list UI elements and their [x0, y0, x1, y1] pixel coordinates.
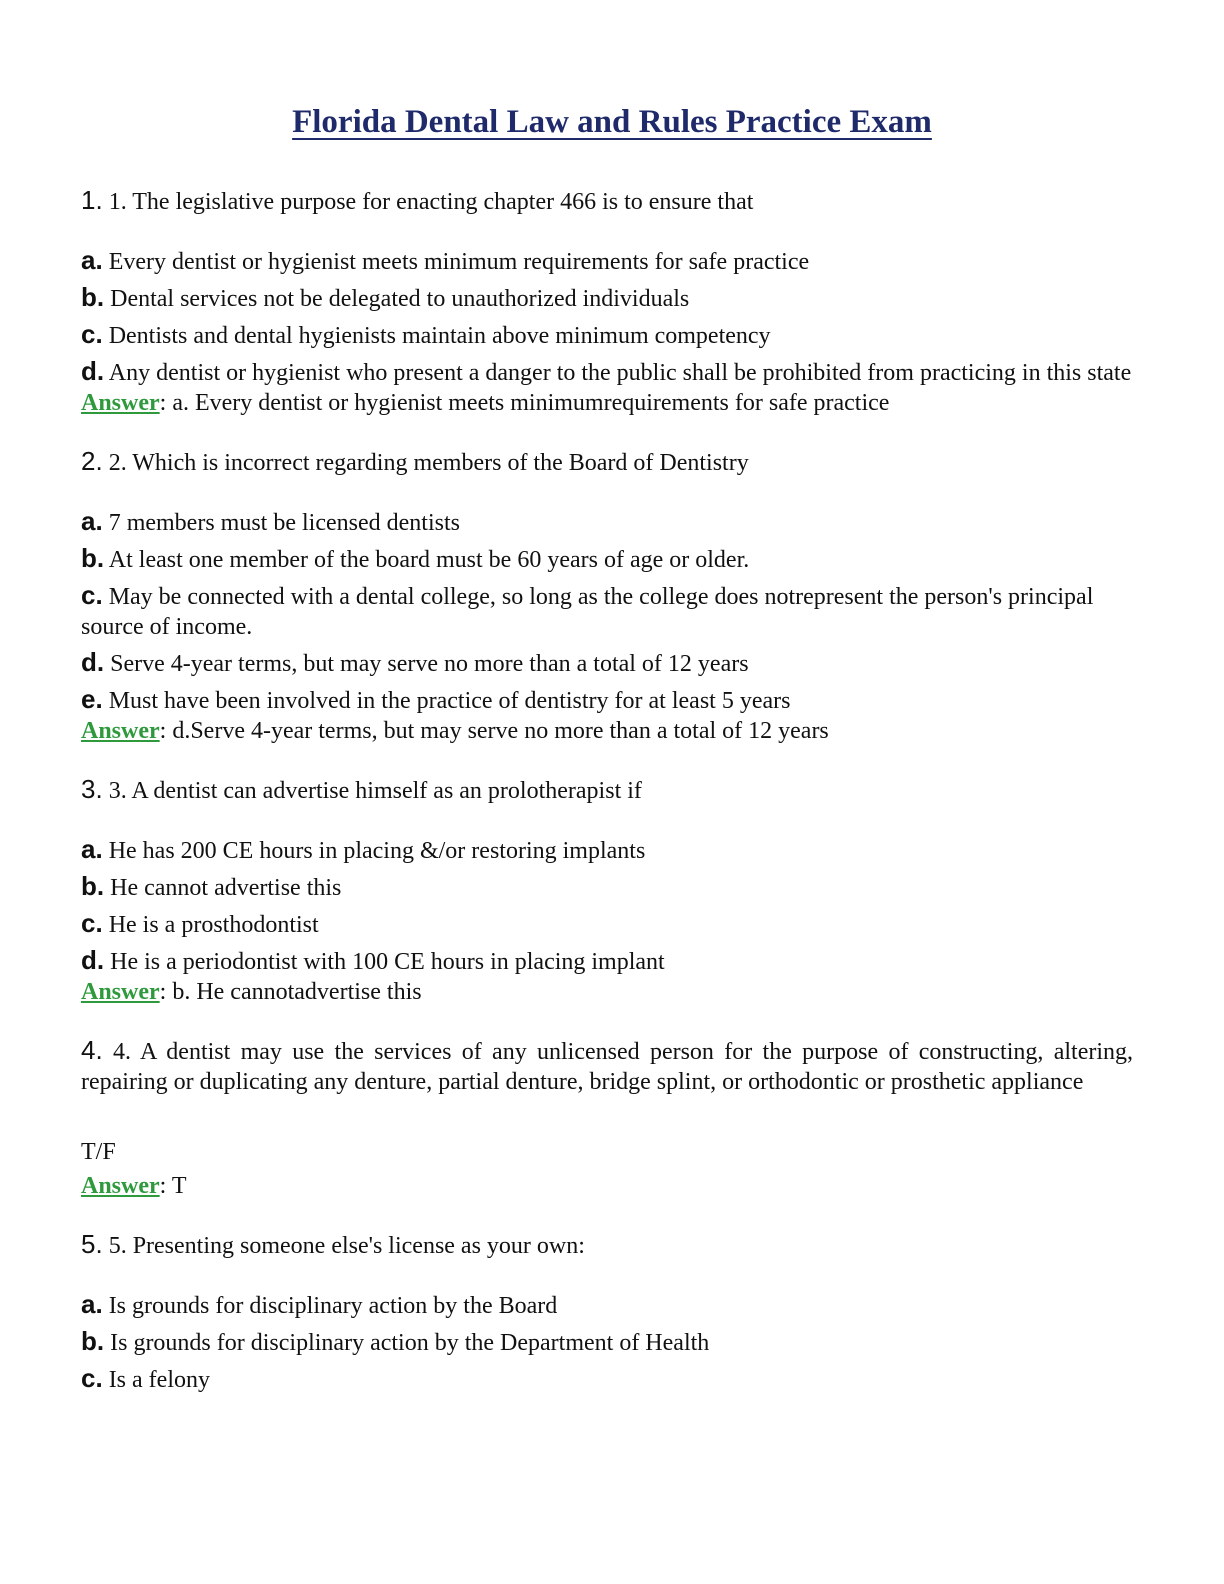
option-c: [81, 1363, 1133, 1395]
question-3: [81, 774, 1133, 1007]
option-text: He has 200 CE hours in placing &/or restoring implants: [102, 838, 646, 864]
option-d: [81, 647, 1133, 679]
option-b: [81, 871, 1133, 903]
option-text: Every dentist or hygienist meets minimum requirements for safe practice: [102, 249, 810, 275]
question-number: 4.: [81, 1035, 103, 1065]
option-letter: a.: [81, 1289, 103, 1319]
question-number: 3.: [81, 774, 103, 804]
option-letter: c.: [81, 908, 103, 938]
question-text: 1. The legislative purpose for enacting chapter 466 is to ensure that: [102, 189, 754, 215]
option-c: [81, 908, 1133, 940]
answer-line: [81, 716, 1133, 746]
question-text: 2. Which is incorrect regarding members of the Board of Dentistry: [102, 450, 749, 476]
option-a: [81, 506, 1133, 538]
option-letter: a.: [81, 245, 103, 275]
answer-text: : d.Serve 4-year terms, but may serve no more than a total of 12 years: [159, 718, 829, 744]
answer-text: : a. Every dentist or hygienist meets minimumrequirements for safe practice: [159, 390, 890, 416]
option-text: Is a felony: [102, 1367, 210, 1393]
option-d: [81, 945, 1133, 977]
option-letter: a.: [81, 506, 103, 536]
option-text: Is grounds for disciplinary action by the Board: [102, 1293, 558, 1319]
option-c: [81, 580, 1133, 642]
question-4: [81, 1035, 1133, 1201]
answer-line: [81, 977, 1133, 1007]
question-number: 1.: [81, 185, 103, 215]
option-text: He cannot advertise this: [104, 875, 342, 901]
option-d: [81, 356, 1133, 388]
option-text: Any dentist or hygienist who present a danger to the public shall be prohibited from practicing in this state: [104, 360, 1132, 386]
option-letter: b.: [81, 871, 105, 901]
question-stem: [81, 774, 1133, 806]
answer-line: [81, 1171, 1133, 1201]
option-letter: d.: [81, 945, 105, 975]
question-2: [81, 446, 1133, 746]
question-text: 5. Presenting someone else's license as your own:: [102, 1233, 585, 1259]
option-letter: b.: [81, 543, 105, 573]
option-b: [81, 1326, 1133, 1358]
option-letter: c.: [81, 1363, 103, 1393]
question-stem: [81, 1229, 1133, 1261]
question-stem: [81, 446, 1133, 478]
option-b: [81, 543, 1133, 575]
option-letter: d.: [81, 647, 105, 677]
option-letter: b.: [81, 282, 105, 312]
option-text: Dental services not be delegated to unauthorized individuals: [104, 286, 690, 312]
question-number: 2.: [81, 446, 103, 476]
answer-text: : b. He cannotadvertise this: [159, 979, 422, 1005]
answer-line: [81, 388, 1133, 418]
option-c: [81, 319, 1133, 351]
question-text: 3. A dentist can advertise himself as an prolotherapist if: [102, 778, 642, 804]
exam-content: [81, 185, 1133, 1423]
answer-text: : T: [159, 1173, 187, 1199]
option-letter: c.: [81, 319, 103, 349]
question-1: [81, 185, 1133, 418]
option-letter: b.: [81, 1326, 105, 1356]
option-text: Serve 4-year terms, but may serve no more than a total of 12 years: [104, 651, 749, 677]
option-text: Is grounds for disciplinary action by the Department of Health: [104, 1330, 710, 1356]
option-e: [81, 684, 1133, 716]
answer-label: Answer: [81, 390, 160, 416]
answer-label: Answer: [81, 718, 160, 744]
option-a: [81, 834, 1133, 866]
option-text: He is a prosthodontist: [102, 912, 319, 938]
question-stem: [81, 185, 1133, 217]
option-a: [81, 245, 1133, 277]
option-text: Dentists and dental hygienists maintain above minimum competency: [102, 323, 771, 349]
option-letter: a.: [81, 834, 103, 864]
question-stem: [81, 1035, 1133, 1097]
page-title: Florida Dental Law and Rules Practice Exam: [292, 104, 932, 140]
option-text: May be connected with a dental college, so long as the college does notrepresent the person's principal source of income.: [81, 584, 1094, 640]
question-5: [81, 1229, 1133, 1395]
option-letter: e.: [81, 684, 103, 714]
answer-label: Answer: [81, 979, 160, 1005]
question-text: 4. A dentist may use the services of any unlicensed person for the purpose of constructing, altering, repairing or duplicating any denture, partial denture, bridge splint, or orthodontic or prosthetic appliance: [81, 1039, 1133, 1095]
answer-label: Answer: [81, 1173, 160, 1199]
question-number: 5.: [81, 1229, 103, 1259]
option-b: [81, 282, 1133, 314]
option-letter: c.: [81, 580, 103, 610]
option-text: Must have been involved in the practice of dentistry for at least 5 years: [102, 688, 791, 714]
option-text: 7 members must be licensed dentists: [102, 510, 460, 536]
true-false-label: T/F: [81, 1139, 116, 1165]
option-letter: d.: [81, 356, 105, 386]
option-a: [81, 1289, 1133, 1321]
option-text: He is a periodontist with 100 CE hours in placing implant: [104, 949, 665, 975]
option-text: At least one member of the board must be 60 years of age or older.: [104, 547, 750, 573]
